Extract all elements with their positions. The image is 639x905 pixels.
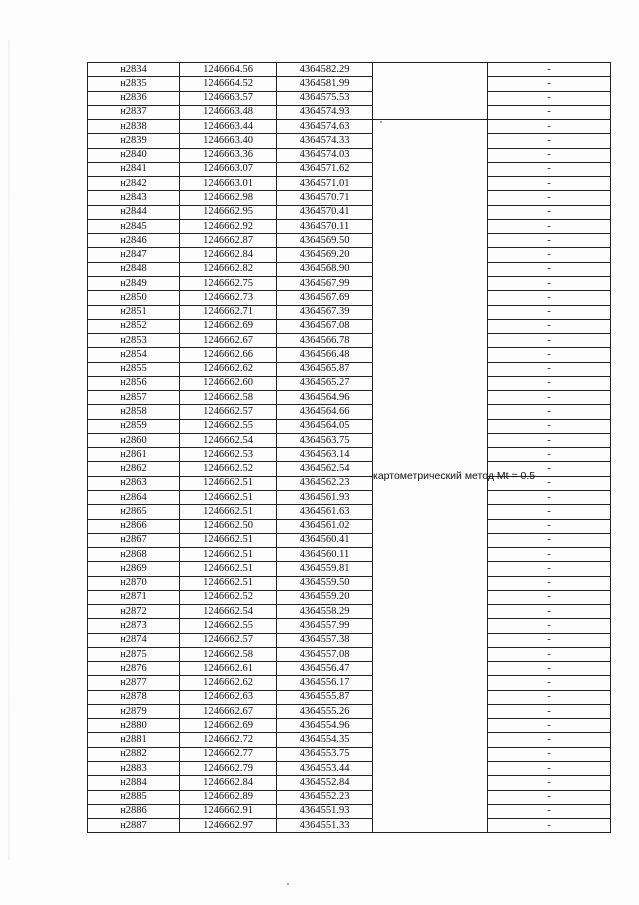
point-name-cell: н2834 (88, 63, 180, 77)
y-coordinate-cell: 4364571.62 (277, 162, 373, 176)
error-value-cell: - (488, 747, 611, 761)
y-coordinate-cell: 4364555.87 (277, 690, 373, 704)
table-row (88, 576, 611, 590)
error-value-cell: - (488, 248, 611, 262)
table-row (88, 690, 611, 704)
x-coordinate-cell: 1246662.62 (180, 676, 277, 690)
y-coordinate-cell: 4364569.50 (277, 234, 373, 248)
table-row (88, 719, 611, 733)
table-row (88, 590, 611, 604)
table-row (88, 519, 611, 533)
x-coordinate-cell: 1246663.44 (180, 120, 277, 134)
error-value-cell: - (488, 676, 611, 690)
point-name-cell: н2852 (88, 319, 180, 333)
point-name-cell: н2871 (88, 590, 180, 604)
point-name-cell: н2844 (88, 205, 180, 219)
error-value-cell: - (488, 376, 611, 390)
error-value-cell: - (488, 191, 611, 205)
y-coordinate-cell: 4364574.33 (277, 134, 373, 148)
y-coordinate-cell: 4364566.78 (277, 334, 373, 348)
y-coordinate-cell: 4364560.41 (277, 533, 373, 547)
x-coordinate-cell: 1246662.51 (180, 562, 277, 576)
point-name-cell: н2851 (88, 305, 180, 319)
error-value-cell: - (488, 91, 611, 105)
y-coordinate-cell: 4364563.14 (277, 448, 373, 462)
error-value-cell: - (488, 790, 611, 804)
x-coordinate-cell: 1246662.51 (180, 505, 277, 519)
x-coordinate-cell: 1246662.71 (180, 305, 277, 319)
y-coordinate-cell: 4364569.20 (277, 248, 373, 262)
error-value-cell: - (488, 305, 611, 319)
error-value-cell: - (488, 134, 611, 148)
x-coordinate-cell: 1246662.52 (180, 462, 277, 476)
x-coordinate-cell: 1246662.79 (180, 762, 277, 776)
error-value-cell: - (488, 733, 611, 747)
table-row (88, 362, 611, 376)
point-name-cell: н2857 (88, 391, 180, 405)
x-coordinate-cell: 1246663.07 (180, 162, 277, 176)
table-row (88, 305, 611, 319)
point-name-cell: н2843 (88, 191, 180, 205)
point-name-cell: н2846 (88, 234, 180, 248)
x-coordinate-cell: 1246662.60 (180, 376, 277, 390)
point-name-cell: н2848 (88, 262, 180, 276)
y-coordinate-cell: 4364551.33 (277, 819, 373, 833)
error-value-cell: - (488, 762, 611, 776)
y-coordinate-cell: 4364564.66 (277, 405, 373, 419)
x-coordinate-cell: 1246664.56 (180, 63, 277, 77)
error-value-cell: - (488, 662, 611, 676)
y-coordinate-cell: 4364564.96 (277, 391, 373, 405)
point-name-cell: н2873 (88, 619, 180, 633)
y-coordinate-cell: 4364552.23 (277, 790, 373, 804)
error-value-cell: - (488, 619, 611, 633)
point-name-cell: н2870 (88, 576, 180, 590)
table-row (88, 776, 611, 790)
point-name-cell: н2858 (88, 405, 180, 419)
y-coordinate-cell: 4364570.11 (277, 219, 373, 233)
point-name-cell: н2847 (88, 248, 180, 262)
point-name-cell: н2876 (88, 662, 180, 676)
point-name-cell: н2864 (88, 490, 180, 504)
point-name-cell: н2867 (88, 533, 180, 547)
y-coordinate-cell: 4364564.05 (277, 419, 373, 433)
table-row (88, 548, 611, 562)
y-coordinate-cell: 4364582.29 (277, 63, 373, 77)
table-row (88, 319, 611, 333)
point-name-cell: н2859 (88, 419, 180, 433)
error-value-cell: - (488, 162, 611, 176)
error-value-cell: - (488, 234, 611, 248)
table-row (88, 605, 611, 619)
y-coordinate-cell: 4364563.75 (277, 433, 373, 447)
error-value-cell: - (488, 505, 611, 519)
table-row (88, 134, 611, 148)
y-coordinate-cell: 4364553.75 (277, 747, 373, 761)
table-row (88, 448, 611, 462)
table-row (88, 219, 611, 233)
y-coordinate-cell: 4364561.93 (277, 490, 373, 504)
table-row (88, 120, 611, 134)
error-value-cell: - (488, 205, 611, 219)
table-row (88, 291, 611, 305)
table-row (88, 348, 611, 362)
error-value-cell: - (488, 448, 611, 462)
x-coordinate-cell: 1246662.98 (180, 191, 277, 205)
error-value-cell: - (488, 462, 611, 476)
y-coordinate-cell: 4364568.90 (277, 262, 373, 276)
point-name-cell: н2856 (88, 376, 180, 390)
y-coordinate-cell: 4364562.54 (277, 462, 373, 476)
x-coordinate-cell: 1246662.95 (180, 205, 277, 219)
x-coordinate-cell: 1246662.61 (180, 662, 277, 676)
error-value-cell: - (488, 319, 611, 333)
x-coordinate-cell: 1246662.53 (180, 448, 277, 462)
y-coordinate-cell: 4364565.27 (277, 376, 373, 390)
table-row (88, 533, 611, 547)
error-value-cell: - (488, 633, 611, 647)
point-name-cell: н2855 (88, 362, 180, 376)
point-name-cell: н2868 (88, 548, 180, 562)
scan-speck (287, 883, 289, 885)
x-coordinate-cell: 1246662.91 (180, 804, 277, 818)
y-coordinate-cell: 4364551.93 (277, 804, 373, 818)
error-value-cell: - (488, 120, 611, 134)
y-coordinate-cell: 4364554.35 (277, 733, 373, 747)
x-coordinate-cell: 1246662.73 (180, 291, 277, 305)
y-coordinate-cell: 4364559.20 (277, 590, 373, 604)
x-coordinate-cell: 1246662.55 (180, 619, 277, 633)
error-value-cell: - (488, 719, 611, 733)
error-value-cell: - (488, 148, 611, 162)
table-row (88, 733, 611, 747)
y-coordinate-cell: 4364557.99 (277, 619, 373, 633)
error-value-cell: - (488, 177, 611, 191)
x-coordinate-cell: 1246662.75 (180, 276, 277, 290)
x-coordinate-cell: 1246662.84 (180, 248, 277, 262)
table-row (88, 704, 611, 718)
table-row (88, 676, 611, 690)
point-name-cell: н2865 (88, 505, 180, 519)
point-name-cell: н2883 (88, 762, 180, 776)
error-value-cell: - (488, 219, 611, 233)
error-value-cell: - (488, 519, 611, 533)
scan-speck (380, 121, 382, 123)
table-row (88, 562, 611, 576)
y-coordinate-cell: 4364567.08 (277, 319, 373, 333)
error-value-cell: - (488, 262, 611, 276)
point-name-cell: н2841 (88, 162, 180, 176)
table-row (88, 747, 611, 761)
y-coordinate-cell: 4364556.47 (277, 662, 373, 676)
point-name-cell: н2872 (88, 605, 180, 619)
error-value-cell: - (488, 348, 611, 362)
y-coordinate-cell: 4364552.84 (277, 776, 373, 790)
point-name-cell: н2862 (88, 462, 180, 476)
x-coordinate-cell: 1246663.48 (180, 105, 277, 119)
x-coordinate-cell: 1246662.89 (180, 790, 277, 804)
error-value-cell: - (488, 476, 611, 490)
table-row (88, 77, 611, 91)
point-name-cell: н2880 (88, 719, 180, 733)
point-name-cell: н2853 (88, 334, 180, 348)
error-value-cell: - (488, 419, 611, 433)
method-cell-top (373, 63, 488, 120)
x-coordinate-cell: 1246662.58 (180, 647, 277, 661)
y-coordinate-cell: 4364566.48 (277, 348, 373, 362)
y-coordinate-cell: 4364554.96 (277, 719, 373, 733)
x-coordinate-cell: 1246662.62 (180, 362, 277, 376)
table-row (88, 762, 611, 776)
point-name-cell: н2877 (88, 676, 180, 690)
table-row (88, 633, 611, 647)
table-row (88, 276, 611, 290)
point-name-cell: н2887 (88, 819, 180, 833)
y-coordinate-cell: 4364567.39 (277, 305, 373, 319)
point-name-cell: н2835 (88, 77, 180, 91)
x-coordinate-cell: 1246662.54 (180, 433, 277, 447)
x-coordinate-cell: 1246662.87 (180, 234, 277, 248)
x-coordinate-cell: 1246663.01 (180, 177, 277, 191)
error-value-cell: - (488, 105, 611, 119)
point-name-cell: н2861 (88, 448, 180, 462)
point-name-cell: н2875 (88, 647, 180, 661)
y-coordinate-cell: 4364567.99 (277, 276, 373, 290)
y-coordinate-cell: 4364558.29 (277, 605, 373, 619)
y-coordinate-cell: 4364556.17 (277, 676, 373, 690)
x-coordinate-cell: 1246664.52 (180, 77, 277, 91)
y-coordinate-cell: 4364557.08 (277, 647, 373, 661)
error-value-cell: - (488, 433, 611, 447)
x-coordinate-cell: 1246662.57 (180, 633, 277, 647)
error-value-cell: - (488, 804, 611, 818)
x-coordinate-cell: 1246662.67 (180, 704, 277, 718)
y-coordinate-cell: 4364575.53 (277, 91, 373, 105)
error-value-cell: - (488, 548, 611, 562)
y-coordinate-cell: 4364567.69 (277, 291, 373, 305)
point-name-cell: н2849 (88, 276, 180, 290)
y-coordinate-cell: 4364574.93 (277, 105, 373, 119)
error-value-cell: - (488, 362, 611, 376)
y-coordinate-cell: 4364574.03 (277, 148, 373, 162)
x-coordinate-cell: 1246663.36 (180, 148, 277, 162)
x-coordinate-cell: 1246662.69 (180, 319, 277, 333)
table-row (88, 177, 611, 191)
table-row (88, 105, 611, 119)
point-name-cell: н2878 (88, 690, 180, 704)
x-coordinate-cell: 1246662.67 (180, 334, 277, 348)
table-row (88, 662, 611, 676)
y-coordinate-cell: 4364557.38 (277, 633, 373, 647)
x-coordinate-cell: 1246662.82 (180, 262, 277, 276)
table-row (88, 205, 611, 219)
x-coordinate-cell: 1246662.51 (180, 548, 277, 562)
error-value-cell: - (488, 405, 611, 419)
table-row (88, 91, 611, 105)
x-coordinate-cell: 1246662.51 (180, 476, 277, 490)
error-value-cell: - (488, 704, 611, 718)
method-description-cell: картометрический метод Mt = 0.5 (373, 120, 488, 833)
error-value-cell: - (488, 690, 611, 704)
table-row (88, 433, 611, 447)
x-coordinate-cell: 1246662.50 (180, 519, 277, 533)
x-coordinate-cell: 1246663.57 (180, 91, 277, 105)
point-name-cell: н2886 (88, 804, 180, 818)
y-coordinate-cell: 4364570.41 (277, 205, 373, 219)
point-name-cell: н2874 (88, 633, 180, 647)
x-coordinate-cell: 1246662.69 (180, 719, 277, 733)
x-coordinate-cell: 1246662.57 (180, 405, 277, 419)
error-value-cell: - (488, 533, 611, 547)
point-name-cell: н2879 (88, 704, 180, 718)
point-name-cell: н2885 (88, 790, 180, 804)
x-coordinate-cell: 1246662.51 (180, 533, 277, 547)
y-coordinate-cell: 4364553.44 (277, 762, 373, 776)
point-name-cell: н2860 (88, 433, 180, 447)
scan-margin-shadow (8, 40, 10, 860)
x-coordinate-cell: 1246662.77 (180, 747, 277, 761)
table-row (88, 790, 611, 804)
table-row (88, 619, 611, 633)
y-coordinate-cell: 4364559.50 (277, 576, 373, 590)
point-name-cell: н2837 (88, 105, 180, 119)
y-coordinate-cell: 4364570.71 (277, 191, 373, 205)
table-row (88, 334, 611, 348)
point-name-cell: н2866 (88, 519, 180, 533)
point-name-cell: н2836 (88, 91, 180, 105)
point-name-cell: н2884 (88, 776, 180, 790)
table-row (88, 819, 611, 833)
x-coordinate-cell: 1246663.40 (180, 134, 277, 148)
y-coordinate-cell: 4364562.23 (277, 476, 373, 490)
x-coordinate-cell: 1246662.66 (180, 348, 277, 362)
table-row (88, 391, 611, 405)
point-name-cell: н2881 (88, 733, 180, 747)
x-coordinate-cell: 1246662.52 (180, 590, 277, 604)
table-row (88, 505, 611, 519)
y-coordinate-cell: 4364581.99 (277, 77, 373, 91)
y-coordinate-cell: 4364560.11 (277, 548, 373, 562)
point-name-cell: н2850 (88, 291, 180, 305)
x-coordinate-cell: 1246662.51 (180, 490, 277, 504)
y-coordinate-cell: 4364561.02 (277, 519, 373, 533)
table-row (88, 804, 611, 818)
point-name-cell: н2854 (88, 348, 180, 362)
coordinates-table-body (88, 63, 611, 833)
table-row (88, 191, 611, 205)
table-row (88, 162, 611, 176)
error-value-cell: - (488, 490, 611, 504)
y-coordinate-cell: 4364559.81 (277, 562, 373, 576)
x-coordinate-cell: 1246662.97 (180, 819, 277, 833)
x-coordinate-cell: 1246662.58 (180, 391, 277, 405)
x-coordinate-cell: 1246662.51 (180, 576, 277, 590)
y-coordinate-cell: 4364565.87 (277, 362, 373, 376)
error-value-cell: - (488, 819, 611, 833)
point-name-cell: н2845 (88, 219, 180, 233)
point-name-cell: н2842 (88, 177, 180, 191)
point-name-cell: н2838 (88, 120, 180, 134)
error-value-cell: - (488, 391, 611, 405)
error-value-cell: - (488, 291, 611, 305)
table-row (88, 419, 611, 433)
table-row (88, 376, 611, 390)
error-value-cell: - (488, 334, 611, 348)
x-coordinate-cell: 1246662.84 (180, 776, 277, 790)
coordinates-table (87, 62, 611, 833)
y-coordinate-cell: 4364574.63 (277, 120, 373, 134)
point-name-cell: н2882 (88, 747, 180, 761)
point-name-cell: н2863 (88, 476, 180, 490)
x-coordinate-cell: 1246662.63 (180, 690, 277, 704)
error-value-cell: - (488, 63, 611, 77)
table-row (88, 262, 611, 276)
error-value-cell: - (488, 576, 611, 590)
point-name-cell: н2839 (88, 134, 180, 148)
point-name-cell: н2869 (88, 562, 180, 576)
table-row (88, 647, 611, 661)
error-value-cell: - (488, 776, 611, 790)
x-coordinate-cell: 1246662.92 (180, 219, 277, 233)
table-row (88, 405, 611, 419)
table-row (88, 63, 611, 77)
error-value-cell: - (488, 77, 611, 91)
y-coordinate-cell: 4364571.01 (277, 177, 373, 191)
y-coordinate-cell: 4364555.26 (277, 704, 373, 718)
y-coordinate-cell: 4364561.63 (277, 505, 373, 519)
table-row (88, 234, 611, 248)
table-row (88, 490, 611, 504)
x-coordinate-cell: 1246662.55 (180, 419, 277, 433)
error-value-cell: - (488, 590, 611, 604)
error-value-cell: - (488, 562, 611, 576)
error-value-cell: - (488, 605, 611, 619)
table-row (88, 148, 611, 162)
error-value-cell: - (488, 276, 611, 290)
x-coordinate-cell: 1246662.54 (180, 605, 277, 619)
table-row (88, 248, 611, 262)
error-value-cell: - (488, 647, 611, 661)
point-name-cell: н2840 (88, 148, 180, 162)
x-coordinate-cell: 1246662.72 (180, 733, 277, 747)
